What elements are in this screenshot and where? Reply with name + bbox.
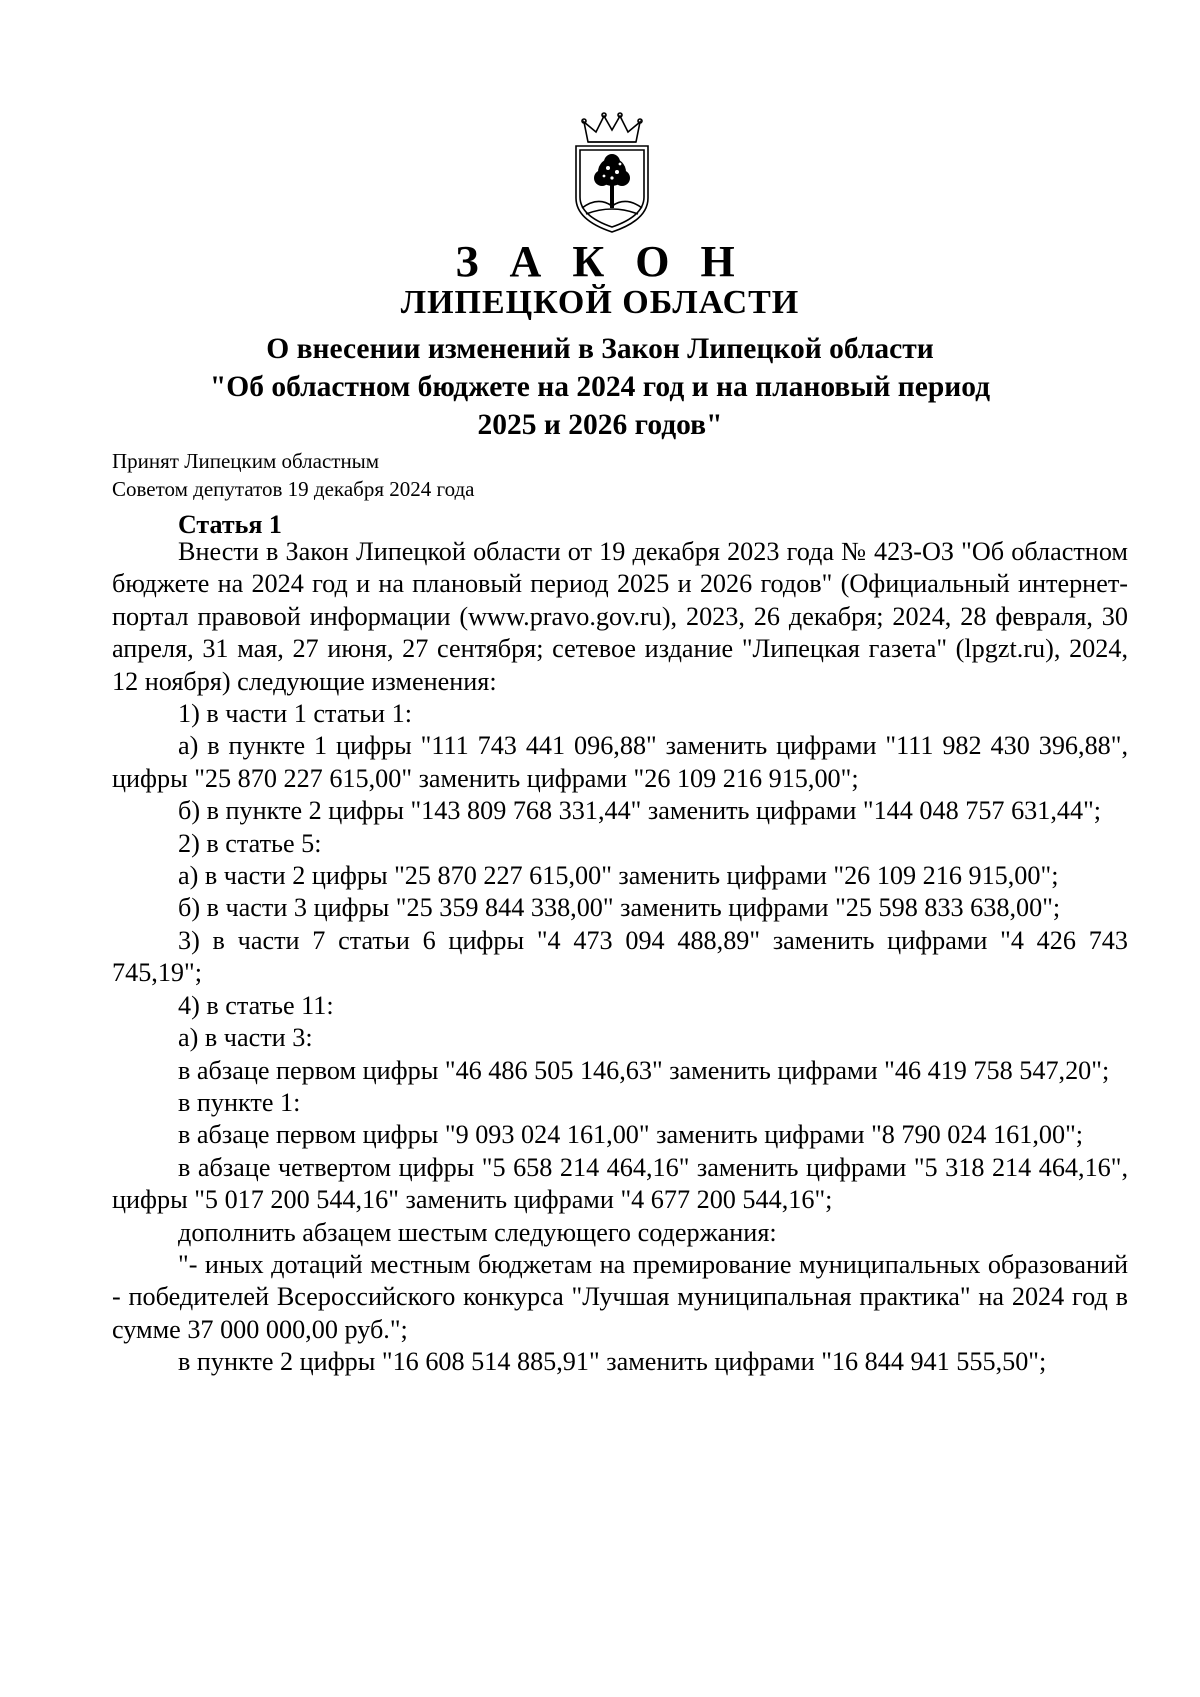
amendment-paragraph: 2) в статье 5:: [178, 828, 322, 858]
amendment-paragraph: дополнить абзацем шестым следующего содержания:: [178, 1217, 777, 1247]
adoption-line-2: Советом депутатов 19 декабря 2024 года: [112, 477, 475, 501]
amendment-list: [112, 698, 1128, 1379]
issuer-title: ЛИПЕЦКОЙ ОБЛАСТИ: [400, 284, 800, 321]
amendment-paragraph: б) в части 3 цифры "25 359 844 338,00" заменить цифрами "25 598 833 638,00";: [178, 893, 1061, 923]
amendment-paragraph: а) в части 3:: [178, 1023, 313, 1053]
amendment-paragraph: "- иных дотаций местным бюджетам на премирование муниципальных образований - победителей Всероссийского конкурса "Лучшая муниципальная практика" на 2024 год в сумме 37 000 000,00 руб.";: [112, 1249, 1128, 1344]
document-type-title: З А К О Н: [455, 237, 745, 286]
amendment-paragraph: в пункте 2 цифры "16 608 514 885,91" заменить цифрами "16 844 941 555,50";: [178, 1347, 1047, 1377]
coat-of-arms-icon: [568, 112, 656, 236]
amendment-paragraph: в абзаце первом цифры "46 486 505 146,63" заменить цифрами "46 419 758 547,20";: [178, 1055, 1110, 1085]
article-body: [112, 536, 1128, 1379]
amendment-paragraph: 3) в части 7 статьи 6 цифры "4 473 094 488,89" заменить цифрами "4 426 743 745,19";: [112, 925, 1128, 988]
law-heading: [150, 330, 1050, 444]
article-intro-paragraph: Внести в Закон Липецкой области от 19 декабря 2023 года № 423-ОЗ "Об областном бюджете на 2024 год и на плановый период 2025 и 2026 годов" (Официальный интернет-портал правовой информации (www.pravo.gov.ru), 2023, 26 декабря; 2024, 28 февраля, 30 апреля, 31 мая, 27 июня, 27 сентября; сетевое издание "Липецкая газета" (lpgzt.ru), 2024, 12 ноября) следующие изменения:: [112, 537, 1128, 696]
heading-line-1: О внесении изменений в Закон Липецкой области: [266, 333, 934, 365]
amendment-paragraph: 4) в статье 11:: [178, 990, 334, 1020]
amendment-paragraph: а) в пункте 1 цифры "111 743 441 096,88" заменить цифрами "111 982 430 396,88", цифры "25 870 227 615,00" заменить цифрами "26 109 216 915,00";: [112, 731, 1128, 793]
adoption-line-1: Принят Липецким областным: [112, 449, 380, 473]
heading-line-3: 2025 и 2026 годов": [477, 409, 723, 441]
amendment-paragraph: в абзаце первом цифры "9 093 024 161,00" заменить цифрами "8 790 024 161,00";: [178, 1120, 1084, 1150]
heading-line-2: "Об областном бюджете на 2024 год и на плановый период: [209, 371, 991, 403]
amendment-paragraph: 1) в части 1 статьи 1:: [178, 699, 412, 729]
adoption-note: [112, 447, 474, 503]
amendment-paragraph: б) в пункте 2 цифры "143 809 768 331,44" заменить цифрами "144 048 757 631,44";: [178, 796, 1102, 826]
article-title: Статья 1: [178, 510, 282, 539]
amendment-paragraph: в пункте 1:: [178, 1087, 301, 1117]
amendment-paragraph: а) в части 2 цифры "25 870 227 615,00" заменить цифрами "26 109 216 915,00";: [178, 861, 1059, 891]
amendment-paragraph: в абзаце четвертом цифры "5 658 214 464,16" заменить цифрами "5 318 214 464,16", цифры "5 017 200 544,16" заменить цифрами "4 677 200 544,16";: [112, 1152, 1128, 1215]
